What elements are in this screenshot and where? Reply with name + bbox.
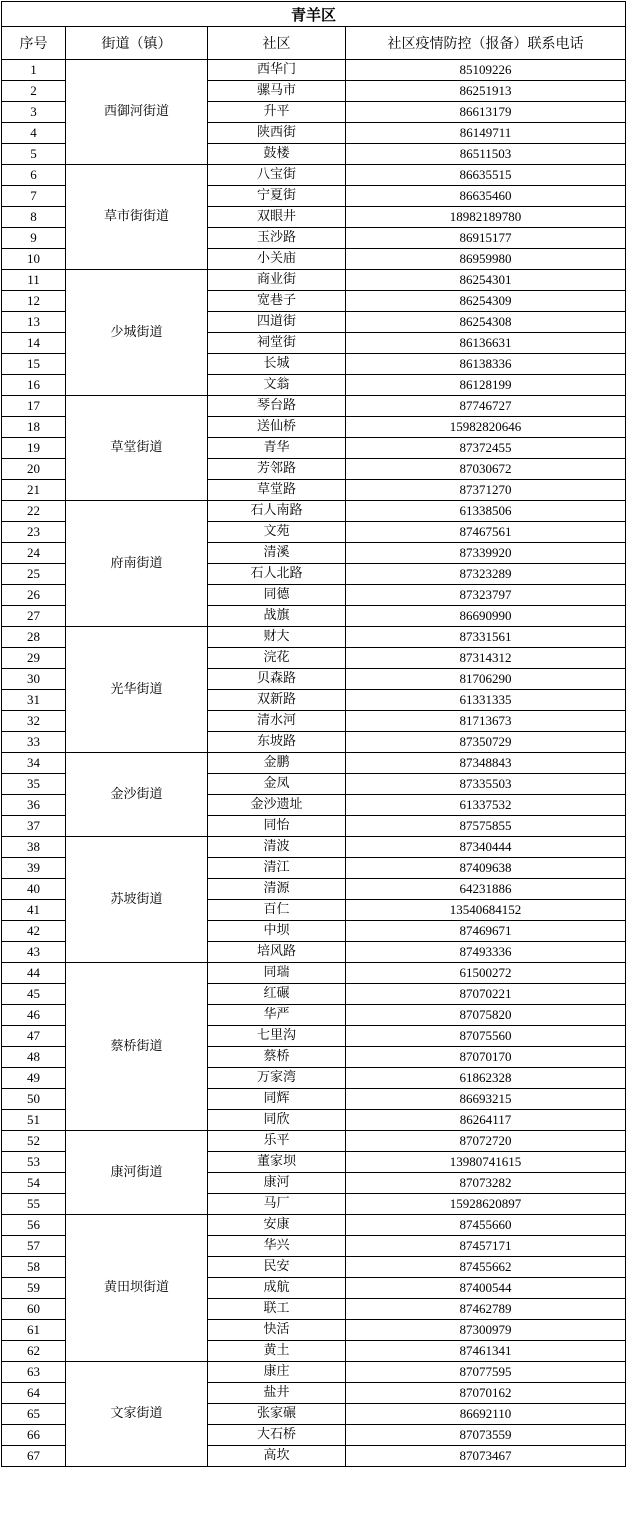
community-name: 清溪	[208, 543, 346, 564]
phone-number: 13540684152	[346, 900, 626, 921]
table-title: 青羊区	[2, 2, 626, 27]
community-name: 双新路	[208, 690, 346, 711]
phone-number: 86613179	[346, 102, 626, 123]
community-name: 石人南路	[208, 501, 346, 522]
row-index: 41	[2, 900, 66, 921]
community-name: 同欣	[208, 1110, 346, 1131]
phone-number: 87372455	[346, 438, 626, 459]
row-index: 4	[2, 123, 66, 144]
phone-number: 61337532	[346, 795, 626, 816]
row-index: 1	[2, 60, 66, 81]
row-index: 26	[2, 585, 66, 606]
community-name: 战旗	[208, 606, 346, 627]
header-street: 街道（镇）	[66, 27, 208, 60]
row-index: 49	[2, 1068, 66, 1089]
phone-number: 87340444	[346, 837, 626, 858]
row-index: 2	[2, 81, 66, 102]
community-name: 清水河	[208, 711, 346, 732]
community-name: 华严	[208, 1005, 346, 1026]
community-name: 财大	[208, 627, 346, 648]
phone-number: 86138336	[346, 354, 626, 375]
table-body	[2, 60, 626, 1467]
community-name: 中坝	[208, 921, 346, 942]
row-index: 7	[2, 186, 66, 207]
row-index: 10	[2, 249, 66, 270]
row-index: 21	[2, 480, 66, 501]
table-row	[2, 501, 626, 522]
table-row	[2, 60, 626, 81]
community-name: 成航	[208, 1278, 346, 1299]
row-index: 31	[2, 690, 66, 711]
row-index: 19	[2, 438, 66, 459]
street-name: 府南街道	[66, 501, 208, 627]
row-index: 9	[2, 228, 66, 249]
row-index: 34	[2, 753, 66, 774]
community-name: 双眼井	[208, 207, 346, 228]
phone-number: 87575855	[346, 816, 626, 837]
row-index: 50	[2, 1089, 66, 1110]
header-index: 序号	[2, 27, 66, 60]
phone-number: 15982820646	[346, 417, 626, 438]
community-name: 文翁	[208, 375, 346, 396]
street-name: 草堂街道	[66, 396, 208, 501]
community-name: 金鹏	[208, 753, 346, 774]
phone-number: 87075820	[346, 1005, 626, 1026]
community-name: 文苑	[208, 522, 346, 543]
street-name: 康河街道	[66, 1131, 208, 1215]
community-name: 红碾	[208, 984, 346, 1005]
row-index: 3	[2, 102, 66, 123]
street-name: 西御河街道	[66, 60, 208, 165]
row-index: 22	[2, 501, 66, 522]
row-index: 36	[2, 795, 66, 816]
community-name: 清江	[208, 858, 346, 879]
phone-number: 81713673	[346, 711, 626, 732]
phone-number: 87409638	[346, 858, 626, 879]
community-name: 鼓楼	[208, 144, 346, 165]
phone-number: 87469671	[346, 921, 626, 942]
phone-number: 87030672	[346, 459, 626, 480]
community-name: 清波	[208, 837, 346, 858]
header-community: 社区	[208, 27, 346, 60]
phone-number: 87461341	[346, 1341, 626, 1362]
row-index: 45	[2, 984, 66, 1005]
phone-number: 87746727	[346, 396, 626, 417]
phone-number: 87455660	[346, 1215, 626, 1236]
phone-number: 87339920	[346, 543, 626, 564]
community-name: 康庄	[208, 1362, 346, 1383]
row-index: 29	[2, 648, 66, 669]
community-name: 万家湾	[208, 1068, 346, 1089]
community-name: 百仁	[208, 900, 346, 921]
phone-number: 64231886	[346, 879, 626, 900]
row-index: 48	[2, 1047, 66, 1068]
row-index: 33	[2, 732, 66, 753]
phone-number: 87070170	[346, 1047, 626, 1068]
phone-number: 18982189780	[346, 207, 626, 228]
community-name: 乐平	[208, 1131, 346, 1152]
street-name: 蔡桥街道	[66, 963, 208, 1131]
table-row	[2, 837, 626, 858]
row-index: 61	[2, 1320, 66, 1341]
phone-number: 87300979	[346, 1320, 626, 1341]
row-index: 20	[2, 459, 66, 480]
row-index: 53	[2, 1152, 66, 1173]
phone-number: 86690990	[346, 606, 626, 627]
header-phone: 社区疫情防控（报备）联系电话	[346, 27, 626, 60]
community-name: 草堂路	[208, 480, 346, 501]
community-name: 芳邻路	[208, 459, 346, 480]
row-index: 62	[2, 1341, 66, 1362]
phone-number: 86254308	[346, 312, 626, 333]
row-index: 44	[2, 963, 66, 984]
phone-number: 87070221	[346, 984, 626, 1005]
community-name: 石人北路	[208, 564, 346, 585]
table-row	[2, 396, 626, 417]
phone-number: 87335503	[346, 774, 626, 795]
table-row	[2, 165, 626, 186]
phone-number: 87371270	[346, 480, 626, 501]
row-index: 59	[2, 1278, 66, 1299]
community-name: 华兴	[208, 1236, 346, 1257]
row-index: 52	[2, 1131, 66, 1152]
phone-number: 87073282	[346, 1173, 626, 1194]
phone-number: 87075560	[346, 1026, 626, 1047]
street-name: 少城街道	[66, 270, 208, 396]
community-name: 民安	[208, 1257, 346, 1278]
community-name: 商业街	[208, 270, 346, 291]
row-index: 54	[2, 1173, 66, 1194]
phone-number: 87493336	[346, 942, 626, 963]
community-name: 四道街	[208, 312, 346, 333]
phone-number: 87400544	[346, 1278, 626, 1299]
row-index: 65	[2, 1404, 66, 1425]
community-name: 董家坝	[208, 1152, 346, 1173]
community-name: 骡马市	[208, 81, 346, 102]
phone-number: 87467561	[346, 522, 626, 543]
phone-number: 86511503	[346, 144, 626, 165]
row-index: 58	[2, 1257, 66, 1278]
row-index: 51	[2, 1110, 66, 1131]
row-index: 42	[2, 921, 66, 942]
phone-number: 86635460	[346, 186, 626, 207]
phone-number: 87072720	[346, 1131, 626, 1152]
row-index: 5	[2, 144, 66, 165]
community-name: 同瑞	[208, 963, 346, 984]
table-row	[2, 753, 626, 774]
row-index: 14	[2, 333, 66, 354]
phone-number: 87457171	[346, 1236, 626, 1257]
row-index: 13	[2, 312, 66, 333]
table-row	[2, 627, 626, 648]
table-header-row	[2, 27, 626, 60]
row-index: 8	[2, 207, 66, 228]
row-index: 32	[2, 711, 66, 732]
row-index: 27	[2, 606, 66, 627]
row-index: 64	[2, 1383, 66, 1404]
phone-number: 61500272	[346, 963, 626, 984]
row-index: 56	[2, 1215, 66, 1236]
row-index: 25	[2, 564, 66, 585]
phone-number: 87323289	[346, 564, 626, 585]
row-index: 43	[2, 942, 66, 963]
community-name: 东坡路	[208, 732, 346, 753]
table-row	[2, 1215, 626, 1236]
phone-number: 85109226	[346, 60, 626, 81]
community-name: 安康	[208, 1215, 346, 1236]
phone-number: 87073559	[346, 1425, 626, 1446]
phone-number: 87462789	[346, 1299, 626, 1320]
phone-number: 87455662	[346, 1257, 626, 1278]
street-name: 苏坡街道	[66, 837, 208, 963]
community-name: 贝森路	[208, 669, 346, 690]
community-name: 升平	[208, 102, 346, 123]
phone-number: 87331561	[346, 627, 626, 648]
row-index: 11	[2, 270, 66, 291]
row-index: 47	[2, 1026, 66, 1047]
community-name: 同德	[208, 585, 346, 606]
street-name: 黄田坝街道	[66, 1215, 208, 1362]
phone-number: 61862328	[346, 1068, 626, 1089]
phone-number: 86959980	[346, 249, 626, 270]
community-name: 联工	[208, 1299, 346, 1320]
contact-table	[1, 1, 626, 1467]
community-name: 长城	[208, 354, 346, 375]
row-index: 39	[2, 858, 66, 879]
phone-number: 86693215	[346, 1089, 626, 1110]
row-index: 18	[2, 417, 66, 438]
community-name: 康河	[208, 1173, 346, 1194]
phone-number: 86254301	[346, 270, 626, 291]
row-index: 46	[2, 1005, 66, 1026]
phone-number: 87077595	[346, 1362, 626, 1383]
street-name: 光华街道	[66, 627, 208, 753]
row-index: 40	[2, 879, 66, 900]
street-name: 文家街道	[66, 1362, 208, 1467]
phone-number: 86915177	[346, 228, 626, 249]
row-index: 37	[2, 816, 66, 837]
community-name: 同怡	[208, 816, 346, 837]
phone-number: 86136631	[346, 333, 626, 354]
row-index: 6	[2, 165, 66, 186]
row-index: 23	[2, 522, 66, 543]
table-row	[2, 1362, 626, 1383]
community-name: 培风路	[208, 942, 346, 963]
community-name: 清源	[208, 879, 346, 900]
phone-number: 15928620897	[346, 1194, 626, 1215]
community-name: 高坎	[208, 1446, 346, 1467]
community-name: 七里沟	[208, 1026, 346, 1047]
row-index: 35	[2, 774, 66, 795]
community-name: 八宝街	[208, 165, 346, 186]
phone-number: 87348843	[346, 753, 626, 774]
phone-number: 86149711	[346, 123, 626, 144]
phone-number: 87314312	[346, 648, 626, 669]
community-name: 琴台路	[208, 396, 346, 417]
community-name: 大石桥	[208, 1425, 346, 1446]
phone-number: 87350729	[346, 732, 626, 753]
table-row	[2, 1131, 626, 1152]
phone-number: 86692110	[346, 1404, 626, 1425]
street-name: 草市街街道	[66, 165, 208, 270]
phone-number: 61331335	[346, 690, 626, 711]
row-index: 66	[2, 1425, 66, 1446]
phone-number: 87323797	[346, 585, 626, 606]
phone-number: 86264117	[346, 1110, 626, 1131]
community-name: 宁夏街	[208, 186, 346, 207]
table-row	[2, 963, 626, 984]
phone-number: 86254309	[346, 291, 626, 312]
phone-number: 81706290	[346, 669, 626, 690]
row-index: 63	[2, 1362, 66, 1383]
row-index: 30	[2, 669, 66, 690]
row-index: 15	[2, 354, 66, 375]
community-name: 金凤	[208, 774, 346, 795]
street-name: 金沙街道	[66, 753, 208, 837]
community-name: 张家碾	[208, 1404, 346, 1425]
community-name: 盐井	[208, 1383, 346, 1404]
row-index: 67	[2, 1446, 66, 1467]
row-index: 24	[2, 543, 66, 564]
community-name: 快活	[208, 1320, 346, 1341]
community-name: 同辉	[208, 1089, 346, 1110]
community-name: 金沙遗址	[208, 795, 346, 816]
row-index: 55	[2, 1194, 66, 1215]
community-name: 西华门	[208, 60, 346, 81]
community-name: 祠堂街	[208, 333, 346, 354]
row-index: 17	[2, 396, 66, 417]
community-name: 浣花	[208, 648, 346, 669]
community-name: 马厂	[208, 1194, 346, 1215]
community-name: 黄土	[208, 1341, 346, 1362]
phone-number: 86128199	[346, 375, 626, 396]
table-row	[2, 270, 626, 291]
community-name: 陕西街	[208, 123, 346, 144]
row-index: 57	[2, 1236, 66, 1257]
row-index: 38	[2, 837, 66, 858]
phone-number: 13980741615	[346, 1152, 626, 1173]
row-index: 60	[2, 1299, 66, 1320]
community-name: 宽巷子	[208, 291, 346, 312]
row-index: 16	[2, 375, 66, 396]
community-name: 蔡桥	[208, 1047, 346, 1068]
community-name: 玉沙路	[208, 228, 346, 249]
community-name: 小关庙	[208, 249, 346, 270]
phone-number: 86251913	[346, 81, 626, 102]
phone-number: 86635515	[346, 165, 626, 186]
phone-number: 87070162	[346, 1383, 626, 1404]
row-index: 28	[2, 627, 66, 648]
phone-number: 61338506	[346, 501, 626, 522]
row-index: 12	[2, 291, 66, 312]
phone-number: 87073467	[346, 1446, 626, 1467]
community-name: 青华	[208, 438, 346, 459]
community-name: 送仙桥	[208, 417, 346, 438]
table-title-row	[2, 2, 626, 27]
